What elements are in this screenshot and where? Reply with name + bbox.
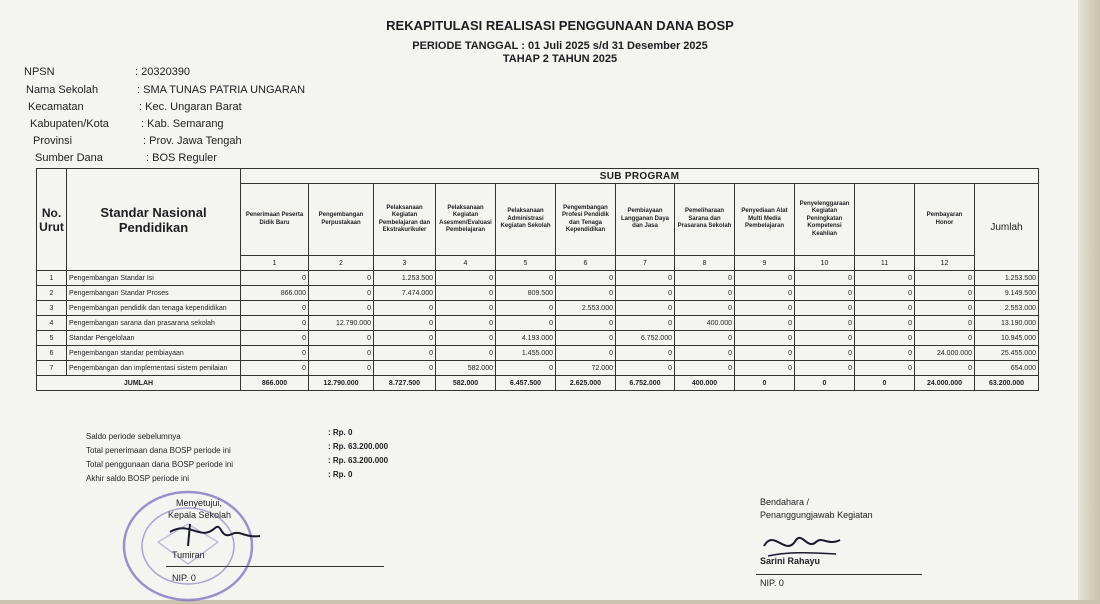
total-cell: 12.790.000 [309,376,374,391]
row-total: 13.190.000 [975,316,1039,331]
column-number: 8 [675,256,735,271]
column-header: Pengembangan Perpustakaan [309,184,374,256]
value-cell: 0 [735,286,795,301]
value-cell: 0 [915,271,975,286]
school-name-label: Nama Sekolah [26,84,99,96]
total-cell: 6.752.000 [616,376,675,391]
school-name-value: : SMA TUNAS PATRIA UNGARAN [137,84,306,96]
summary-value: : Rp. 63.200.000 [328,456,389,465]
value-cell: 0 [556,346,616,361]
totals-label: JUMLAH [37,376,241,391]
stage-line: TAHAP 2 TAHUN 2025 [502,53,618,65]
row-total: 10.945.000 [975,331,1039,346]
value-cell: 0 [436,301,496,316]
summary-value: : Rp. 0 [328,470,353,479]
value-cell: 0 [309,346,374,361]
value-cell: 400.000 [675,316,735,331]
value-cell: 0 [436,316,496,331]
total-cell: 0 [795,376,855,391]
column-number: 5 [496,256,556,271]
value-cell: 0 [855,331,915,346]
regency-value: : Kab. Semarang [141,118,224,130]
row-standard-name: Pengembangan Standar Proses [67,286,241,301]
column-header: Pelaksanaan Kegiatan Pembelajaran dan Ekstrakurikuler [374,184,436,256]
value-cell: 0 [855,301,915,316]
column-header: Pengembangan Profesi Pendidik dan Tenaga Kependidikan [556,184,616,256]
value-cell: 0 [616,271,675,286]
value-cell: 0 [675,346,735,361]
column-header: Pembayaran Honor [915,184,975,256]
table-row [37,316,1039,331]
row-total: 1.253.500 [975,271,1039,286]
column-header: Pembiayaan Langganan Daya dan Jasa [616,184,675,256]
total-cell: 582.000 [436,376,496,391]
value-cell: 0 [309,286,374,301]
row-number: 4 [37,316,67,331]
value-cell: 0 [374,316,436,331]
column-number: 3 [374,256,436,271]
value-cell: 0 [241,271,309,286]
header-row-top [37,169,1039,184]
value-cell: 0 [616,346,675,361]
value-cell: 0 [374,361,436,376]
document-title: REKAPITULASI REALISASI PENGGUNAAN DANA BOSP [386,18,734,33]
value-cell: 0 [795,271,855,286]
value-cell: 0 [496,361,556,376]
value-cell: 0 [855,316,915,331]
row-standard-name: Pengembangan standar pembiayaan [67,346,241,361]
value-cell: 0 [915,286,975,301]
value-cell: 0 [436,346,496,361]
value-cell: 0 [309,301,374,316]
value-cell: 0 [855,286,915,301]
principal-title: Kepala Sekolah [168,510,232,520]
summary-value: : Rp. 63.200.000 [328,442,389,451]
value-cell: 0 [616,316,675,331]
row-standard-name: Pengembangan pendidik dan tenaga kependidikan [67,301,241,316]
value-cell: 0 [915,301,975,316]
total-cell: 0 [855,376,915,391]
value-cell: 0 [675,271,735,286]
summary-value: : Rp. 0 [328,428,353,437]
value-cell: 0 [556,286,616,301]
value-cell: 0 [436,286,496,301]
column-number: 12 [915,256,975,271]
value-cell: 0 [675,331,735,346]
value-cell: 0 [855,271,915,286]
row-number: 3 [37,301,67,316]
standard-header: Standar Nasional Pendidikan [67,169,241,271]
treasurer-name: Sarini Rahayu [760,556,821,566]
value-cell: 7.474.000 [374,286,436,301]
treasurer-title: Penanggungjawab Kegiatan [760,510,873,520]
value-cell: 866.000 [241,286,309,301]
total-cell: 866.000 [241,376,309,391]
value-cell: 0 [795,346,855,361]
treasurer-nip: NIP. 0 [760,578,784,588]
column-number: 11 [855,256,915,271]
value-cell: 0 [556,316,616,331]
grand-total: 63.200.000 [975,376,1039,391]
npsn-value: : 20320390 [135,66,191,78]
column-number: 6 [556,256,616,271]
row-number: 2 [37,286,67,301]
table-row [37,346,1039,361]
value-cell: 0 [241,316,309,331]
summary-label: Saldo periode sebelumnya [86,432,181,441]
sub-program-header: SUB PROGRAM [241,169,1039,184]
district-value: : Kec. Ungaran Barat [139,101,242,113]
value-cell: 0 [795,331,855,346]
total-cell: 400.000 [675,376,735,391]
table-row [37,286,1039,301]
value-cell: 72.000 [556,361,616,376]
regency-label: Kabupaten/Kota [30,118,109,130]
column-header: Penyelenggaraan Kegiatan Peningkatan Kompetensi Keahlian [795,184,855,256]
value-cell: 0 [735,361,795,376]
value-cell: 809.500 [496,286,556,301]
table-row [37,331,1039,346]
value-cell: 0 [241,346,309,361]
no-header: No. Urut [37,169,67,271]
total-header: Jumlah [975,184,1039,271]
row-standard-name: Standar Pengelolaan [67,331,241,346]
column-number: 10 [795,256,855,271]
value-cell: 0 [616,361,675,376]
totals-row [37,376,1039,391]
summary-label: Total penggunaan dana BOSP periode ini [86,460,234,469]
value-cell: 0 [496,316,556,331]
province-label: Provinsi [33,135,73,147]
summary-label: Total penerimaan dana BOSP periode ini [86,446,231,455]
total-cell: 6.457.500 [496,376,556,391]
column-header: Pelaksanaan Kegiatan Asesmen/Evaluasi Pembelajaran [436,184,496,256]
value-cell: 0 [675,361,735,376]
summary-label: Akhir saldo BOSP periode ini [86,474,190,483]
row-standard-name: Pengembangan sarana dan prasarana sekolah [67,316,241,331]
column-header [855,184,915,256]
column-header: Pemeliharaan Sarana dan Prasarana Sekolah [675,184,735,256]
value-cell: 0 [675,286,735,301]
value-cell: 0 [241,331,309,346]
district-label: Kecamatan [28,101,84,113]
table-row [37,271,1039,286]
value-cell: 0 [374,331,436,346]
fund-source-value: : BOS Reguler [146,152,217,164]
column-number: 9 [735,256,795,271]
table-row [37,361,1039,376]
recap-table [36,168,1039,391]
principal-signature [160,512,270,552]
principal-nip: NIP. 0 [172,573,196,583]
value-cell: 0 [309,331,374,346]
value-cell: 0 [374,346,436,361]
value-cell: 0 [556,271,616,286]
row-total: 9.149.500 [975,286,1039,301]
value-cell: 1.455.000 [496,346,556,361]
row-number: 1 [37,271,67,286]
value-cell: 4.193.000 [496,331,556,346]
value-cell: 0 [915,316,975,331]
value-cell: 0 [915,331,975,346]
value-cell: 12.790.000 [309,316,374,331]
background-edge [1078,0,1100,600]
value-cell: 2.553.000 [556,301,616,316]
approval-label: Menyetujui, [176,498,223,508]
row-standard-name: Pengembangan dan implementasi sistem penilaian [67,361,241,376]
row-total: 25.455.000 [975,346,1039,361]
period-line: PERIODE TANGGAL : 01 Juli 2025 s/d 31 Desember 2025 [412,40,708,52]
column-header: Penerimaan Peserta Didik Baru [241,184,309,256]
total-cell: 24.000.000 [915,376,975,391]
value-cell: 0 [735,316,795,331]
column-number: 4 [436,256,496,271]
row-total: 2.553.000 [975,301,1039,316]
value-cell: 0 [241,301,309,316]
fund-source-label: Sumber Dana [35,152,103,164]
value-cell: 0 [735,331,795,346]
value-cell: 0 [436,331,496,346]
value-cell: 0 [374,301,436,316]
value-cell: 0 [556,331,616,346]
value-cell: 0 [795,316,855,331]
column-number: 7 [616,256,675,271]
value-cell: 0 [735,346,795,361]
value-cell: 24.000.000 [915,346,975,361]
value-cell: 0 [855,346,915,361]
value-cell: 0 [855,361,915,376]
treasurer-label: Bendahara / [760,497,810,507]
row-number: 6 [37,346,67,361]
value-cell: 0 [241,361,309,376]
value-cell: 0 [675,301,735,316]
value-cell: 0 [496,271,556,286]
value-cell: 0 [309,361,374,376]
value-cell: 0 [616,301,675,316]
province-value: : Prov. Jawa Tengah [143,135,242,147]
row-standard-name: Pengembangan Standar Isi [67,271,241,286]
column-number: 2 [309,256,374,271]
value-cell: 0 [915,361,975,376]
table-body [37,271,1039,376]
row-number: 5 [37,331,67,346]
total-cell: 2.625.000 [556,376,616,391]
value-cell: 0 [735,301,795,316]
row-number: 7 [37,361,67,376]
value-cell: 0 [309,271,374,286]
principal-signature-line [166,566,384,567]
column-header: Penyediaan Alat Multi Media Pembelajaran [735,184,795,256]
value-cell: 0 [735,271,795,286]
value-cell: 0 [795,361,855,376]
column-header: Pelaksanaan Administrasi Kegiatan Sekolah [496,184,556,256]
total-cell: 0 [735,376,795,391]
value-cell: 0 [496,301,556,316]
value-cell: 582.000 [436,361,496,376]
value-cell: 0 [795,301,855,316]
treasurer-signature-line [756,574,922,575]
value-cell: 1.253.500 [374,271,436,286]
value-cell: 0 [436,271,496,286]
row-total: 654.000 [975,361,1039,376]
table-row [37,301,1039,316]
value-cell: 6.752.000 [616,331,675,346]
npsn-label: NPSN [24,66,55,78]
value-cell: 0 [795,286,855,301]
value-cell: 0 [616,286,675,301]
principal-name: Tumiran [172,550,205,560]
column-number: 1 [241,256,309,271]
total-cell: 8.727.500 [374,376,436,391]
